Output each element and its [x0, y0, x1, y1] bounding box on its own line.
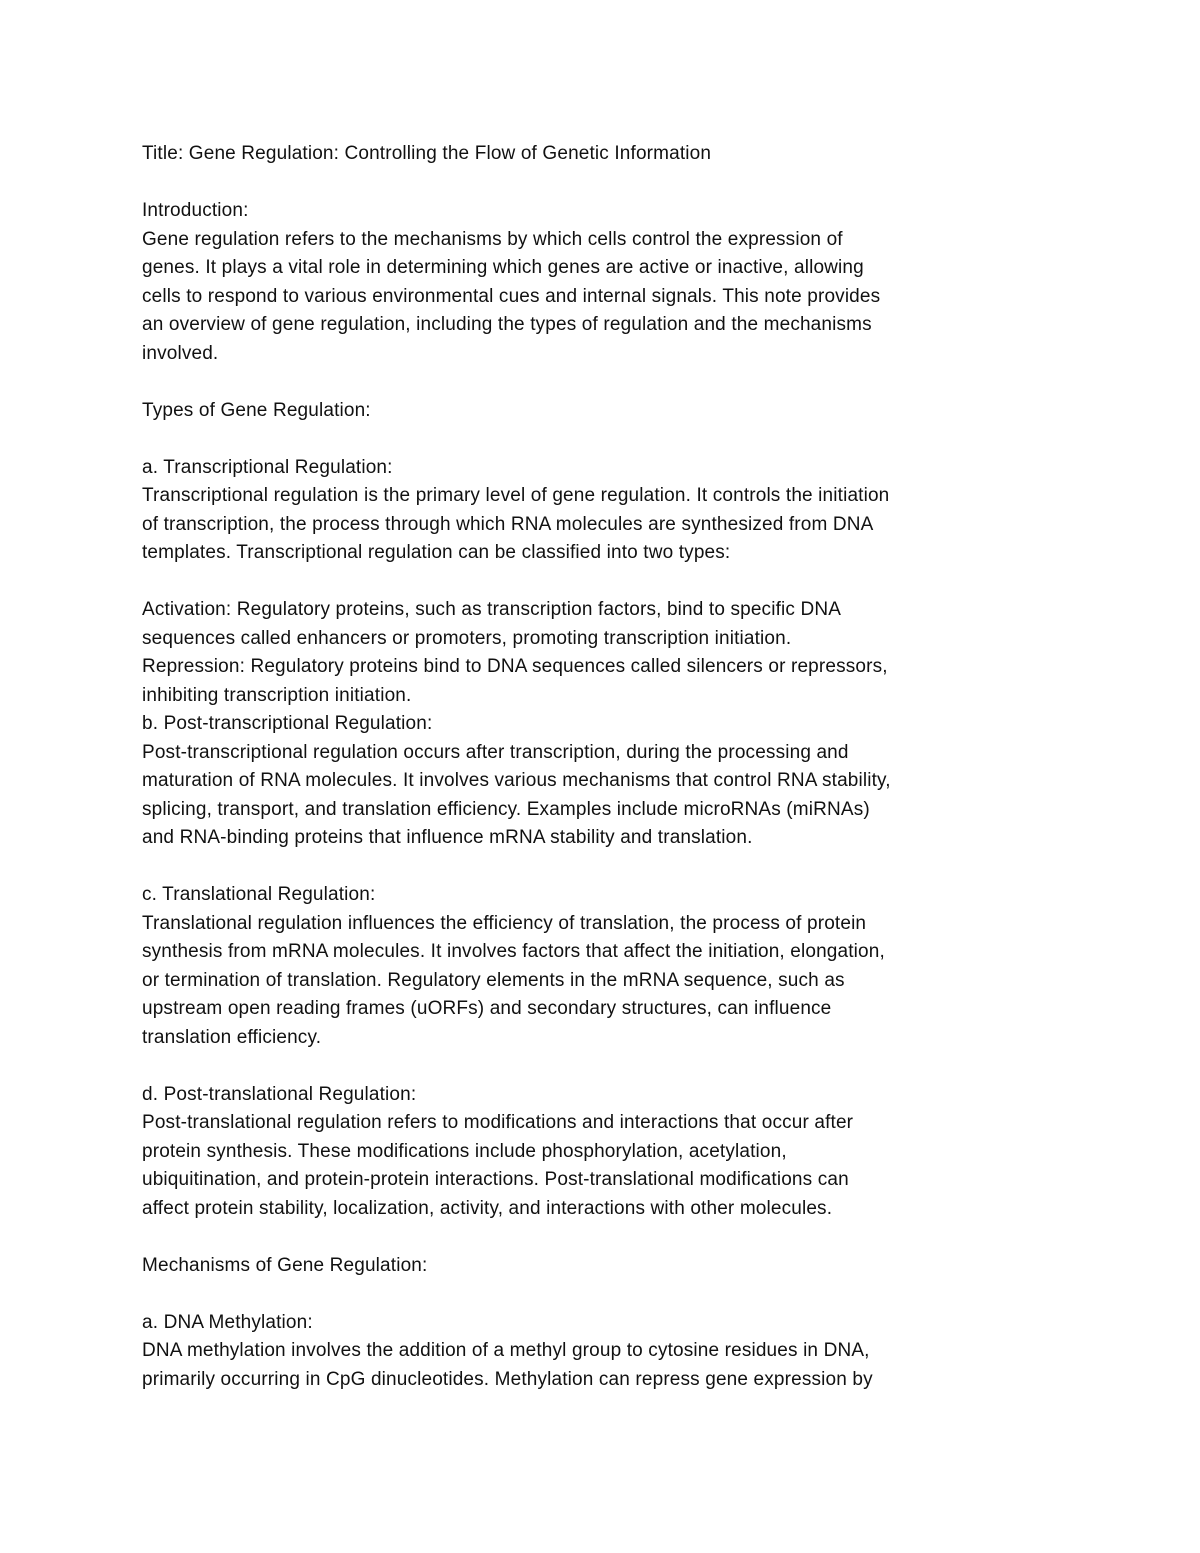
dna-methylation-line: primarily occurring in CpG dinucleotides. Methylation can repress gene expression by: [142, 1368, 873, 1390]
translational-line: synthesis from mRNA molecules. It involves factors that affect the initiation, elongation,: [142, 941, 885, 962]
translational-heading: c. Translational Regulation:: [142, 884, 376, 905]
post-translational-line: ubiquitination, and protein-protein interactions. Post-translational modifications can: [142, 1169, 849, 1190]
spacer: [142, 1223, 1082, 1252]
post-translational-line: Post-translational regulation refers to modifications and interactions that occur after: [142, 1112, 854, 1133]
dna-methylation-line: DNA methylation involves the addition of a methyl group to cytosine residues in DNA,: [142, 1340, 870, 1361]
transcriptional-line: of transcription, the process through which RNA molecules are synthesized from DNA: [142, 513, 874, 535]
spacer: [142, 169, 1082, 198]
document-title: Title: Gene Regulation: Controlling the Flow of Genetic Information: [142, 143, 712, 164]
transcriptional-subtype-line: inhibiting transcription initiation.: [142, 684, 412, 706]
transcriptional-line: templates. Transcriptional regulation can be classified into two types:: [142, 542, 731, 563]
spacer: [142, 368, 1082, 397]
intro-line: Gene regulation refers to the mechanisms by which cells control the expression of: [142, 228, 843, 250]
transcriptional-subtype-line: sequences called enhancers or promoters, promoting transcription initiation.: [142, 627, 792, 649]
post-transcriptional-line: maturation of RNA molecules. It involves various mechanisms that control RNA stability,: [142, 770, 891, 791]
spacer: [142, 425, 1082, 454]
intro-line: genes. It plays a vital role in determining which genes are active or inactive, allowing: [142, 257, 864, 278]
spacer: [142, 568, 1082, 597]
spacer: [142, 1052, 1082, 1081]
translational-line: translation efficiency.: [142, 1026, 322, 1048]
intro-heading: Introduction:: [142, 200, 249, 221]
mechanisms-heading: Mechanisms of Gene Regulation:: [142, 1254, 428, 1276]
post-translational-line: affect protein stability, localization, activity, and interactions with other molecules.: [142, 1197, 833, 1219]
intro-line: an overview of gene regulation, including the types of regulation and the mechanisms: [142, 314, 872, 335]
transcriptional-subtype-line: Repression: Regulatory proteins bind to DNA sequences called silencers or repressors,: [142, 656, 888, 677]
post-transcriptional-line: and RNA-binding proteins that influence mRNA stability and translation.: [142, 827, 753, 848]
transcriptional-line: Transcriptional regulation is the primary level of gene regulation. It controls the initiation: [142, 485, 890, 506]
intro-line: involved.: [142, 342, 219, 364]
translational-line: Translational regulation influences the efficiency of translation, the process of protein: [142, 912, 867, 934]
post-translational-line: protein synthesis. These modifications include phosphorylation, acetylation,: [142, 1140, 787, 1162]
transcriptional-heading: a. Transcriptional Regulation:: [142, 456, 393, 478]
dna-methylation-heading: a. DNA Methylation:: [142, 1311, 313, 1333]
translational-line: or termination of translation. Regulatory elements in the mRNA sequence, such as: [142, 969, 845, 991]
intro-line: cells to respond to various environmental cues and internal signals. This note provides: [142, 285, 881, 307]
spacer: [142, 1280, 1082, 1309]
transcriptional-subtype-line: Activation: Regulatory proteins, such as transcription factors, bind to specific DNA: [142, 599, 842, 620]
post-transcriptional-line: Post-transcriptional regulation occurs after transcription, during the processing and: [142, 741, 849, 763]
types-heading: Types of Gene Regulation:: [142, 399, 371, 421]
post-transcriptional-line: splicing, transport, and translation efficiency. Examples include microRNAs (miRNAs): [142, 798, 870, 820]
translational-line: upstream open reading frames (uORFs) and secondary structures, can influence: [142, 998, 832, 1019]
spacer: [142, 853, 1082, 882]
post-transcriptional-heading: b. Post-transcriptional Regulation:: [142, 713, 433, 734]
document-body: [142, 140, 1082, 1394]
post-translational-heading: d. Post-translational Regulation:: [142, 1083, 417, 1105]
